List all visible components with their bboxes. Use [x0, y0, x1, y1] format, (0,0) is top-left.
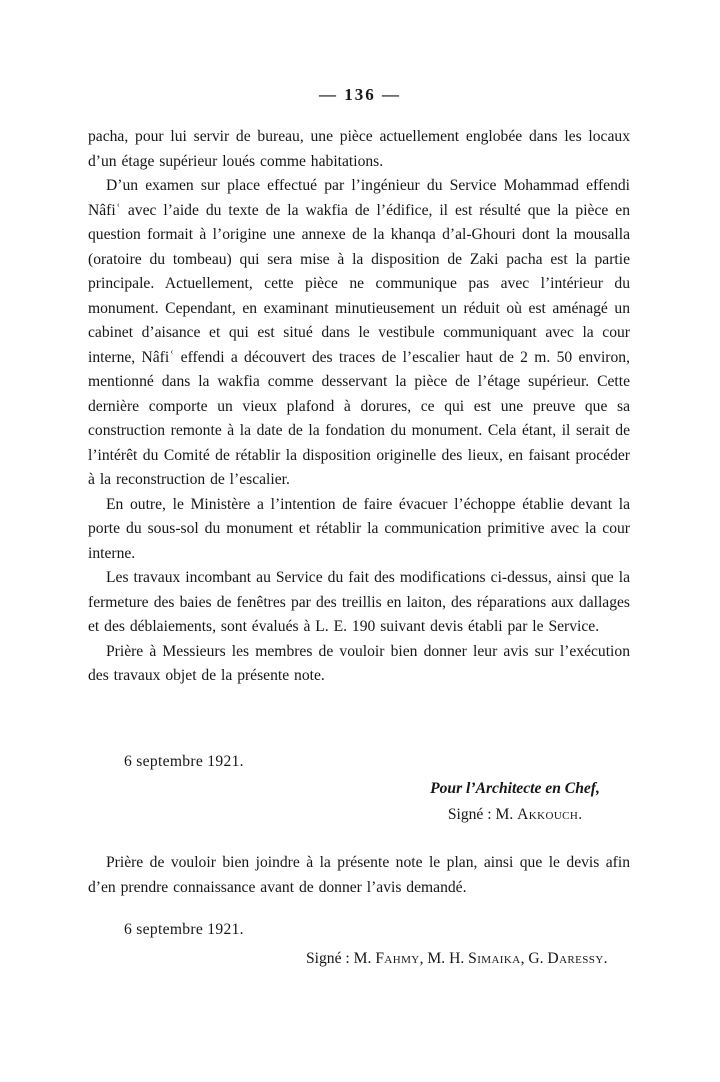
signature-suffix: .: [603, 950, 608, 967]
signature-role: Pour l’Architecte en Chef,: [430, 780, 600, 797]
date-line: 6 septembre 1921.: [124, 753, 244, 770]
body-text-block: [88, 125, 630, 689]
paragraph: Prière à Messieurs les membres de vouloir bien donner leur avis sur l’exécution des travaux objet de la présente note.: [88, 642, 630, 684]
postscript-paragraph: Prière de vouloir bien joindre à la présente note le plan, ainsi que le devis afin d’en prendre connaissance avant de donner l’avis demandé.: [88, 854, 630, 896]
paragraph: Les travaux incombant au Service du fait des modifications ci-dessus, ainsi que la fermeture des baies de fenêtres par des treillis en laiton, des réparations aux dallages et des déblaiements, sont évalués à L. E. 190 suivant devis établi par le Service.: [88, 569, 630, 635]
signature-name: Fahmy: [375, 950, 420, 967]
signature-prefix: Signé : M.: [306, 950, 376, 967]
page-number-header: — 136 —: [319, 85, 401, 104]
signature-line: [413, 802, 617, 828]
paragraph: En outre, le Ministère a l’intention de faire évacuer l’échoppe établie devant la porte du sous-sol du monument et rétablir la communication primitive avec la cour interne.: [88, 495, 630, 562]
signature-block: [413, 776, 617, 827]
paragraph: D’un examen sur place effectué par l’ingénieur du Service Mohammad effendi Nâfiʿ avec l’aide du texte de la wakfia de l’édifice, il est résulté que la pièce en question formait à l’origine une annexe de la khanqa d’al-Ghouri dont la mousalla (oratoire du tombeau) qui sera mise à la disposition de Zaki pacha est la partie principale. Actuellement, cette pièce ne communique pas avec l’intérieur du monument. Cependant, en examinant minutieusement un réduit où est aménagé un cabinet d’aisance et qui est situé dans le vestibule communiquant avec la cour interne, Nâfiʿ effendi a découvert des traces de l’escalier haut de 2 m. 50 environ, mentionné dans la wakfia comme desservant la pièce de l’étage supérieur. Cette dernière comporte un vieux plafond à dorures, ce qui est une preuve que sa construction remonte à la date de la fondation du monument. Cela étant, il serait de l’intérêt du Comité de rétablir la disposition originelle des lieux, en faisant procéder à la reconstruction de l’escalier.: [88, 177, 630, 488]
signature-suffix: .: [578, 805, 583, 823]
signature-prefix: Signé : M.: [447, 805, 518, 823]
signature-name: Simaika: [468, 950, 521, 967]
signature-separator: , G.: [520, 950, 548, 967]
signature-name: Akkouch: [517, 805, 579, 823]
date-line: 6 septembre 1921.: [124, 921, 244, 938]
signature-name: Daressy: [547, 950, 604, 967]
paragraph: pacha, pour lui servir de bureau, une pièce actuellement englobée dans les locaux d’un étage supérieur loués comme habitations.: [88, 128, 630, 170]
signature-separator: , M. H.: [419, 950, 469, 967]
signature-line: [306, 950, 608, 968]
